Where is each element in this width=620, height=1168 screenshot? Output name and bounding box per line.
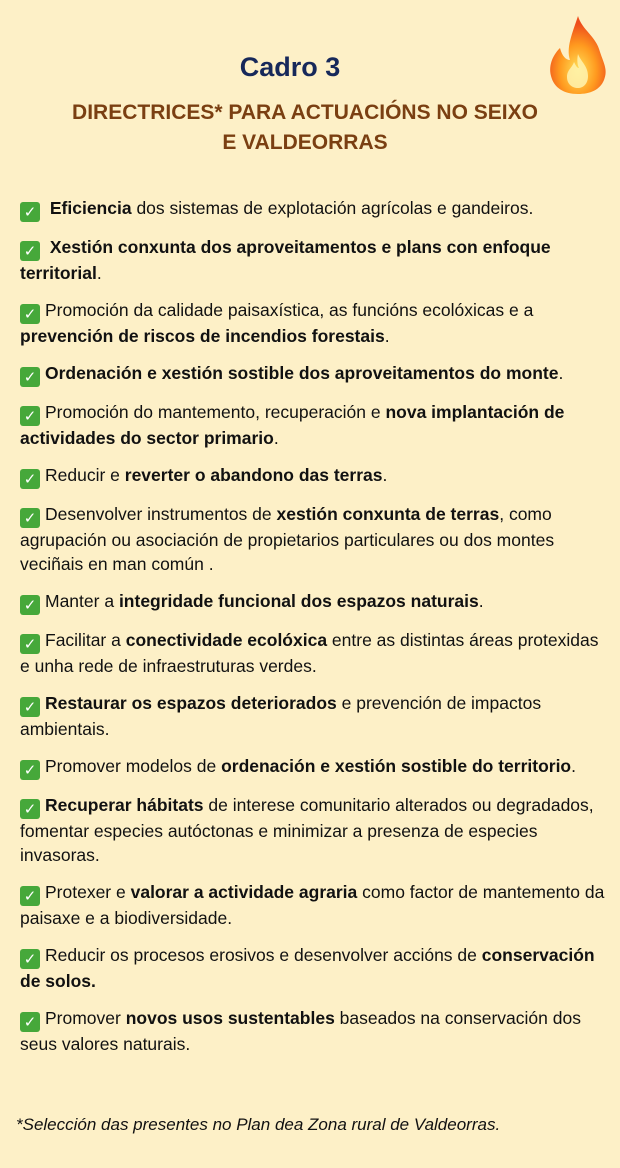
check-mark-icon: ✓ [20,595,40,615]
item-text-bold: Restaurar os espazos deteriorados [45,693,337,713]
list-item [20,589,605,615]
check-mark-icon: ✓ [20,1012,40,1032]
item-text: , como agrupación ou asociación de propietarios particulares ou dos montes veciñais en man común . [20,504,555,574]
check-mark-icon: ✓ [20,241,40,261]
list-item [20,298,605,348]
list-item [20,628,605,678]
check-mark-icon: ✓ [20,508,40,528]
subtitle-line-2: E VALDEORRAS [222,131,388,154]
directive-list [20,196,605,1069]
item-text: . [558,363,564,383]
list-item [20,502,605,576]
item-text: . [478,591,484,611]
page-title: Cadro 3 [239,52,341,82]
subtitle-line-1: DIRECTRICES* PARA ACTUACIÓNS NO SEIXO [72,101,538,124]
check-mark-icon: ✓ [20,949,40,969]
check-mark-icon: ✓ [20,697,40,717]
list-item [20,1006,605,1056]
item-text: Promover [45,1008,126,1028]
list-item [20,235,605,285]
item-text-bold: valorar a actividade agraria [130,882,358,902]
item-text: . [382,465,388,485]
item-text: Desenvolver instrumentos de [45,504,277,524]
check-mark-icon: ✓ [20,367,40,387]
item-text-bold: conservación de solos. [20,945,595,991]
item-text: baseados na conservación dos seus valores naturais. [20,1008,581,1054]
check-mark-icon: ✓ [20,406,40,426]
item-text: de interese comunitario alterados ou degradados, fomentar especies autóctonas e minimizar a presenza de especies invasoras. [20,795,594,865]
check-mark-icon: ✓ [20,886,40,906]
item-text-bold: Ordenación e xestión sostible dos aproveitamentos do monte [45,363,559,383]
list-item [20,754,605,780]
item-text-bold: conectividade ecolóxica [125,630,328,650]
item-text: Manter a [45,591,119,611]
item-text: e prevención de impactos ambientais. [20,693,542,739]
item-text: Protexer e [45,882,131,902]
check-mark-icon: ✓ [20,760,40,780]
item-text: dos sistemas de explotación agrícolas e gandeiros. [131,198,534,218]
fire-icon [546,14,610,96]
item-text: Reducir os procesos erosivos e desenvolver accións de [45,945,482,965]
item-text: Promoción da calidade paisaxística, as funcións ecolóxicas e a [45,300,534,320]
check-mark-icon: ✓ [20,634,40,654]
item-text-bold: prevención de riscos de incendios forestais [20,326,385,346]
item-text-bold: Recuperar hábitats [45,795,204,815]
item-text: . [384,326,390,346]
check-mark-icon: ✓ [20,304,40,324]
list-item [20,463,605,489]
check-mark-icon: ✓ [20,799,40,819]
check-mark-icon: ✓ [20,202,40,222]
item-text: . [273,428,279,448]
item-text: entre as distintas áreas protexidas e unha rede de infraestruturas verdes. [20,630,599,676]
list-item [20,793,605,867]
item-text-bold: integridade funcional dos espazos naturais [118,591,479,611]
list-item [20,691,605,741]
item-text: Reducir e [45,465,125,485]
item-text: como factor de mantemento da paisaxe e a biodiversidade. [20,882,605,928]
item-text-bold: xestión conxunta de terras [276,504,500,524]
item-text-bold: nova implantación de actividades do sector primario [20,402,565,448]
item-text: Facilitar a [45,630,126,650]
item-text-bold: novos usos sustentables [125,1008,335,1028]
item-text-bold: ordenación e xestión sostible do territorio [221,756,572,776]
list-item [20,880,605,930]
item-text: Promover modelos de [45,756,222,776]
item-text: . [96,263,102,283]
list-item [20,943,605,993]
list-item [20,400,605,450]
item-text: . [571,756,576,776]
footnote: *Selección das presentes no Plan dea Zona rural de Valdeorras. [16,1115,501,1134]
check-mark-icon: ✓ [20,469,40,489]
item-text-bold: reverter o abandono das terras [124,465,383,485]
item-text: Promoción do mantemento, recuperación e [45,402,386,422]
item-text-bold: Xestión conxunta dos aproveitamentos e plans con enfoque territorial [20,237,551,283]
page-subtitle [30,98,580,158]
list-item [20,361,605,387]
list-item [20,196,605,222]
item-text-bold: Eficiencia [45,198,132,218]
